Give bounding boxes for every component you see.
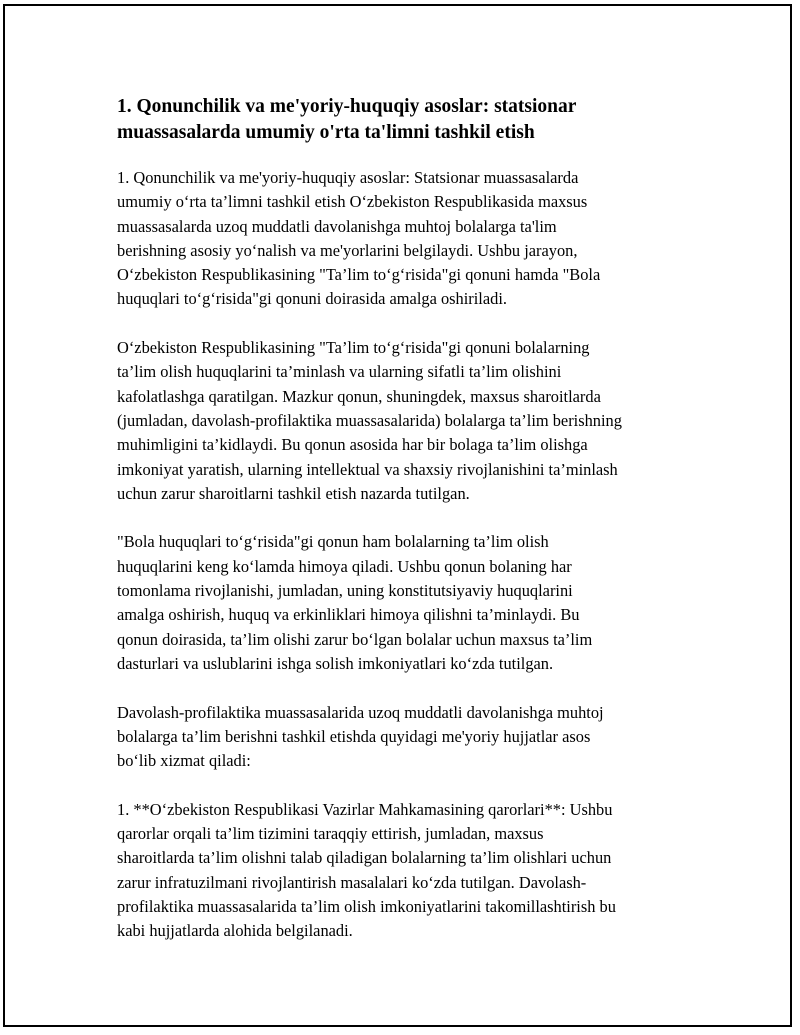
paragraph-intro bbox=[117, 166, 691, 312]
text-line: huquqlarini keng ko‘lamda himoya qiladi. Ushbu qonun bolaning har bbox=[117, 556, 572, 576]
text-line: amalga oshirish, huquq va erkinliklari himoya qilishni ta’minlaydi. Bu bbox=[117, 605, 580, 625]
text-line: O‘zbekiston Respublikasining "Ta’lim to‘g‘risida"gi qonuni hamda "Bola bbox=[117, 265, 601, 285]
text-line: dasturlari va uslublarini ishga solish imkoniyatlari ko‘zda tutilgan. bbox=[117, 653, 554, 673]
title-line: 1. Qonunchilik va me'yoriy-huquqiy asoslar: statsionar bbox=[117, 96, 577, 117]
paragraph-cabinet-resolutions bbox=[117, 798, 691, 944]
text-line: zarur infratuzilmani rivojlantirish masalalari ko‘zda tutilgan. Davolash- bbox=[117, 872, 587, 892]
text-line: bolalarga ta’lim berishni tashkil etishda quyidagi me'yoriy hujjatlar asos bbox=[117, 726, 591, 746]
text-line: qarorlar orqali ta’lim tizimini taraqqiy ettirish, jumladan, maxsus bbox=[117, 824, 544, 844]
text-line: berishning asosiy yo‘nalish va me'yorlarini belgilaydi. Ushbu jarayon, bbox=[117, 240, 578, 260]
text-line: O‘zbekiston Respublikasining "Ta’lim to‘g‘risida"gi qonuni bolalarning bbox=[117, 338, 590, 358]
text-line: bo‘lib xizmat qiladi: bbox=[117, 751, 251, 771]
text-line: uchun zarur sharoitlarni tashkil etish nazarda tutilgan. bbox=[117, 483, 470, 503]
text-line: 1. **O‘zbekiston Respublikasi Vazirlar Mahkamasining qarorlari**: Ushbu bbox=[117, 799, 613, 819]
text-line: Davolash-profilaktika muassasalarida uzoq muddatli davolanishga muhtoj bbox=[117, 702, 604, 722]
paragraph-child-rights-law bbox=[117, 530, 691, 676]
text-line: imkoniyat yaratish, ularning intellektual va shaxsiy rivojlanishini ta’minlash bbox=[117, 459, 618, 479]
text-line: muhimligini ta’kidlaydi. Bu qonun asosida har bir bolaga ta’lim olishga bbox=[117, 435, 588, 455]
text-line: qonun doirasida, ta’lim olishi zarur bo‘lgan bolalar uchun maxsus ta’lim bbox=[117, 629, 593, 649]
text-line: kafolatlashga qaratilgan. Mazkur qonun, shuningdek, maxsus sharoitlarda bbox=[117, 386, 601, 406]
text-line: huquqlari to‘g‘risida"gi qonuni doirasida amalga oshiriladi. bbox=[117, 289, 507, 309]
text-line: tomonlama rivojlanishi, jumladan, uning konstitutsiyaviy huquqlarini bbox=[117, 581, 573, 601]
text-line: (jumladan, davolash-profilaktika muassasalarida) bolalarga ta’lim berishning bbox=[117, 410, 622, 430]
text-line: 1. Qonunchilik va me'yoriy-huquqiy asoslar: Statsionar muassasalarda bbox=[117, 168, 579, 187]
text-line: sharoitlarda ta’lim olishni talab qiladigan bolalarning ta’lim olishlari uchun bbox=[117, 848, 612, 868]
paragraph-education-law bbox=[117, 336, 691, 506]
paragraph-normative-documents bbox=[117, 701, 691, 774]
text-line: profilaktika muassasalarida ta’lim olish imkoniyatlarini takomillashtirish bu bbox=[117, 896, 616, 916]
text-line: "Bola huquqlari to‘g‘risida"gi qonun ham bolalarning ta’lim olish bbox=[117, 532, 549, 552]
text-line: muassasalarda uzoq muddatli davolanishga muhtoj bolalarga ta'lim bbox=[117, 216, 557, 236]
text-line: kabi hujjatlarda alohida belgilanadi. bbox=[117, 921, 353, 941]
document-title bbox=[117, 94, 691, 146]
text-line: umumiy o‘rta ta’limni tashkil etish O‘zbekiston Respublikasida maxsus bbox=[117, 192, 588, 212]
title-line: muassasalarda umumiy o'rta ta'limni tashkil etish bbox=[117, 122, 535, 143]
text-line: ta’lim olish huquqlarini ta’minlash va ularning sifatli ta’lim olishini bbox=[117, 362, 562, 382]
document-body bbox=[117, 94, 691, 968]
